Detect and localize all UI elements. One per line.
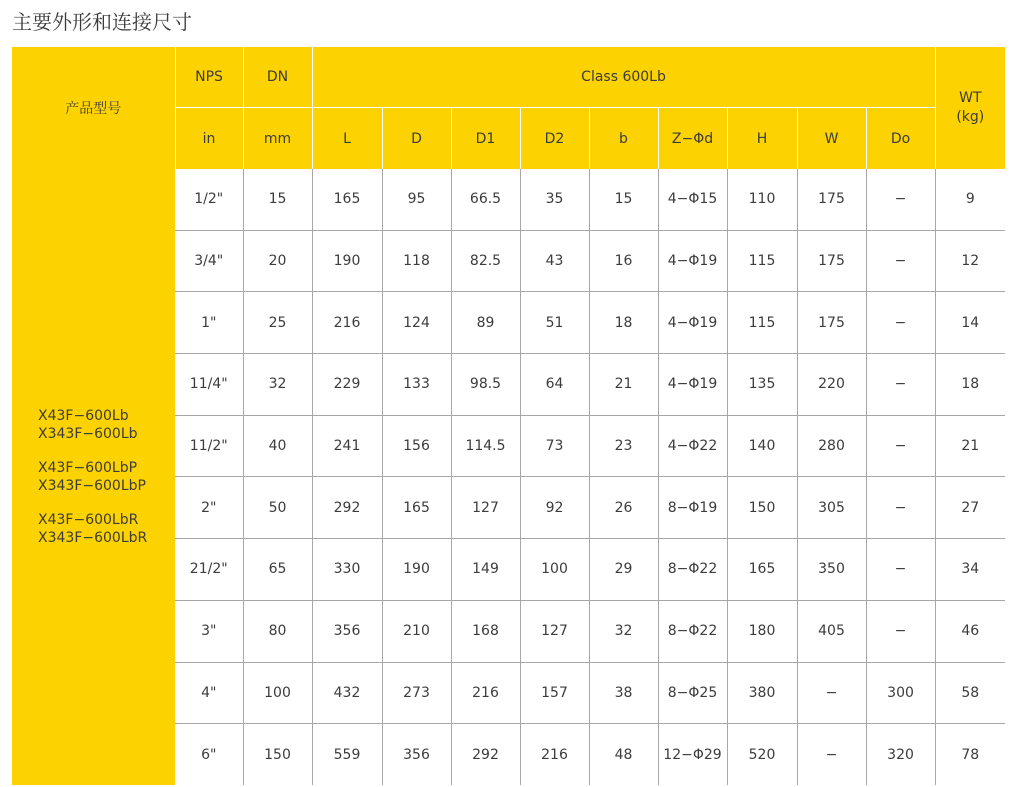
table-cell: 40 — [243, 415, 312, 477]
table-cell: 220 — [797, 354, 866, 416]
table-cell: 8−Φ25 — [658, 662, 727, 724]
table-cell: 32 — [589, 600, 658, 662]
model-name: X343F−600LbR — [38, 529, 148, 546]
column-header: L — [312, 108, 382, 170]
table-cell: − — [797, 724, 866, 785]
table-cell: 216 — [520, 724, 589, 785]
table-cell: 124 — [382, 292, 451, 354]
table-cell: 559 — [312, 724, 382, 785]
table-cell: 78 — [961, 746, 980, 763]
table-cell: 4−Φ19 — [658, 354, 727, 416]
table-cell: 356 — [312, 600, 382, 662]
table-cell: 15 — [243, 169, 312, 230]
table-cell: 292 — [451, 724, 520, 785]
table-cell: 175 — [797, 292, 866, 354]
table-cell: 127 — [520, 600, 589, 662]
table-cell: 4−Φ19 — [658, 230, 727, 292]
table-cell: 82.5 — [451, 230, 520, 292]
table-cell: 156 — [382, 415, 451, 477]
table-cell: 95 — [382, 169, 451, 230]
column-header: b — [589, 108, 658, 170]
table-cell: 210 — [382, 600, 451, 662]
table-cell: 118 — [382, 230, 451, 292]
table-cell: 520 — [727, 724, 797, 785]
table-cell: 190 — [382, 539, 451, 601]
table-cell: 43 — [520, 230, 589, 292]
table-cell: 280 — [797, 415, 866, 477]
table-cell: 150 — [727, 477, 797, 539]
table-cell: − — [797, 662, 866, 724]
table-cell: 8−Φ22 — [658, 600, 727, 662]
table-cell: 115 — [727, 292, 797, 354]
wt-header-label: WT — [959, 90, 982, 106]
table-cell: 64 — [520, 354, 589, 416]
table-cell: 46 — [935, 600, 1005, 662]
table-cell: 229 — [312, 354, 382, 416]
table-cell: 190 — [312, 230, 382, 292]
table-cell: 29 — [589, 539, 658, 601]
column-header: D — [382, 108, 451, 170]
table-cell: 100 — [520, 539, 589, 601]
dn-unit: mm — [243, 108, 312, 170]
table-cell: 180 — [727, 600, 797, 662]
table-cell: 149 — [451, 539, 520, 601]
table-cell: 320 — [866, 724, 935, 785]
table-cell: 330 — [312, 539, 382, 601]
wt-header — [935, 47, 1005, 169]
nps-unit: in — [175, 108, 243, 170]
table-cell: 92 — [520, 477, 589, 539]
class-header: Class 600Lb — [312, 47, 935, 108]
table-cell: 216 — [451, 662, 520, 724]
table-cell: 133 — [382, 354, 451, 416]
table-cell: 2" — [175, 477, 243, 539]
dimension-table — [12, 47, 1005, 785]
table-cell: 89 — [451, 292, 520, 354]
table-cell: 3/4" — [175, 230, 243, 292]
table-cell: 292 — [312, 477, 382, 539]
model-header: 产品型号 — [12, 47, 175, 169]
table-cell: 4" — [175, 662, 243, 724]
table-cell: 305 — [797, 477, 866, 539]
table-cell: 9 — [935, 169, 1005, 230]
table-cell: − — [866, 230, 935, 292]
table-cell: 380 — [727, 662, 797, 724]
table-cell: 16 — [589, 230, 658, 292]
model-name: X43F−600LbR — [38, 511, 139, 528]
page-title: 主要外形和连接尺寸 — [12, 10, 192, 34]
table-cell: 4−Φ22 — [658, 415, 727, 477]
table-cell: 8−Φ22 — [658, 539, 727, 601]
table-cell: 12−Φ29 — [658, 724, 727, 785]
table-cell: 1/2" — [175, 169, 243, 230]
table-cell: 73 — [520, 415, 589, 477]
model-name: X43F−600Lb — [38, 407, 129, 424]
column-header: W — [797, 108, 866, 170]
table-cell: 8−Φ19 — [658, 477, 727, 539]
table-cell: 3" — [175, 600, 243, 662]
model-group — [38, 407, 175, 443]
table-cell: 35 — [520, 169, 589, 230]
table-cell: 405 — [797, 600, 866, 662]
table-cell: 15 — [589, 169, 658, 230]
table-cell: − — [866, 477, 935, 539]
table-cell: 20 — [243, 230, 312, 292]
table-cell: 175 — [797, 230, 866, 292]
table-cell: 165 — [727, 539, 797, 601]
table-cell: 27 — [935, 477, 1005, 539]
model-name: X43F−600LbP — [38, 459, 138, 476]
table-cell: 165 — [312, 169, 382, 230]
table-cell: 157 — [520, 662, 589, 724]
dn-header: DN — [243, 47, 312, 108]
table-cell: 356 — [382, 724, 451, 785]
model-name: X343F−600LbP — [38, 477, 146, 494]
table-cell: 11/4" — [175, 354, 243, 416]
table-cell: 48 — [589, 724, 658, 785]
table-cell: 66.5 — [451, 169, 520, 230]
table-cell: 127 — [451, 477, 520, 539]
table-cell: 50 — [243, 477, 312, 539]
model-group — [38, 459, 175, 495]
table-cell: 98.5 — [451, 354, 520, 416]
nps-header: NPS — [175, 47, 243, 108]
table-cell: 21 — [935, 415, 1005, 477]
table-cell: 18 — [589, 292, 658, 354]
table-cell: − — [866, 539, 935, 601]
table-cell: 25 — [243, 292, 312, 354]
table-cell: 14 — [935, 292, 1005, 354]
table-cell: 150 — [243, 724, 312, 785]
wt-header-unit: (kg) — [956, 109, 985, 125]
column-header: D2 — [520, 108, 589, 170]
table-cell: 21 — [589, 354, 658, 416]
table-cell: 34 — [935, 539, 1005, 601]
column-header: Do — [866, 108, 935, 170]
table-cell: 58 — [935, 662, 1005, 724]
table-cell: 21/2" — [175, 539, 243, 601]
model-list — [12, 169, 175, 785]
table-cell: 32 — [243, 354, 312, 416]
table-cell: 273 — [382, 662, 451, 724]
table-cell: 300 — [866, 662, 935, 724]
model-name: X343F−600Lb — [38, 425, 138, 442]
table-cell: 175 — [797, 169, 866, 230]
table-cell: − — [866, 600, 935, 662]
table-cell: − — [866, 415, 935, 477]
table-cell: 241 — [312, 415, 382, 477]
table-cell: 100 — [243, 662, 312, 724]
table-cell: 23 — [589, 415, 658, 477]
table-cell: 26 — [589, 477, 658, 539]
table-cell: 135 — [727, 354, 797, 416]
table-cell: 6" — [175, 724, 243, 785]
table-cell: − — [866, 169, 935, 230]
table-cell: 4−Φ19 — [658, 292, 727, 354]
table-cell: 432 — [312, 662, 382, 724]
table-cell: − — [866, 292, 935, 354]
model-group — [38, 511, 175, 547]
table-cell: 4−Φ15 — [658, 169, 727, 230]
table-cell: 140 — [727, 415, 797, 477]
table-cell: 114.5 — [451, 415, 520, 477]
table-cell: 18 — [935, 354, 1005, 416]
table-row — [12, 169, 1005, 230]
column-header: H — [727, 108, 797, 170]
table-cell: 115 — [727, 230, 797, 292]
table-cell: 168 — [451, 600, 520, 662]
table-cell: 165 — [382, 477, 451, 539]
column-header: Z−Φd — [658, 108, 727, 170]
table-cell: 350 — [797, 539, 866, 601]
table-cell: 80 — [243, 600, 312, 662]
table-cell: 51 — [520, 292, 589, 354]
table-cell: − — [866, 354, 935, 416]
table-cell: 11/2" — [175, 415, 243, 477]
table-cell: 38 — [589, 662, 658, 724]
table-cell: 1" — [175, 292, 243, 354]
table-cell: 12 — [935, 230, 1005, 292]
table-cell: 216 — [312, 292, 382, 354]
column-header: D1 — [451, 108, 520, 170]
table-cell: 65 — [243, 539, 312, 601]
table-cell: 110 — [727, 169, 797, 230]
